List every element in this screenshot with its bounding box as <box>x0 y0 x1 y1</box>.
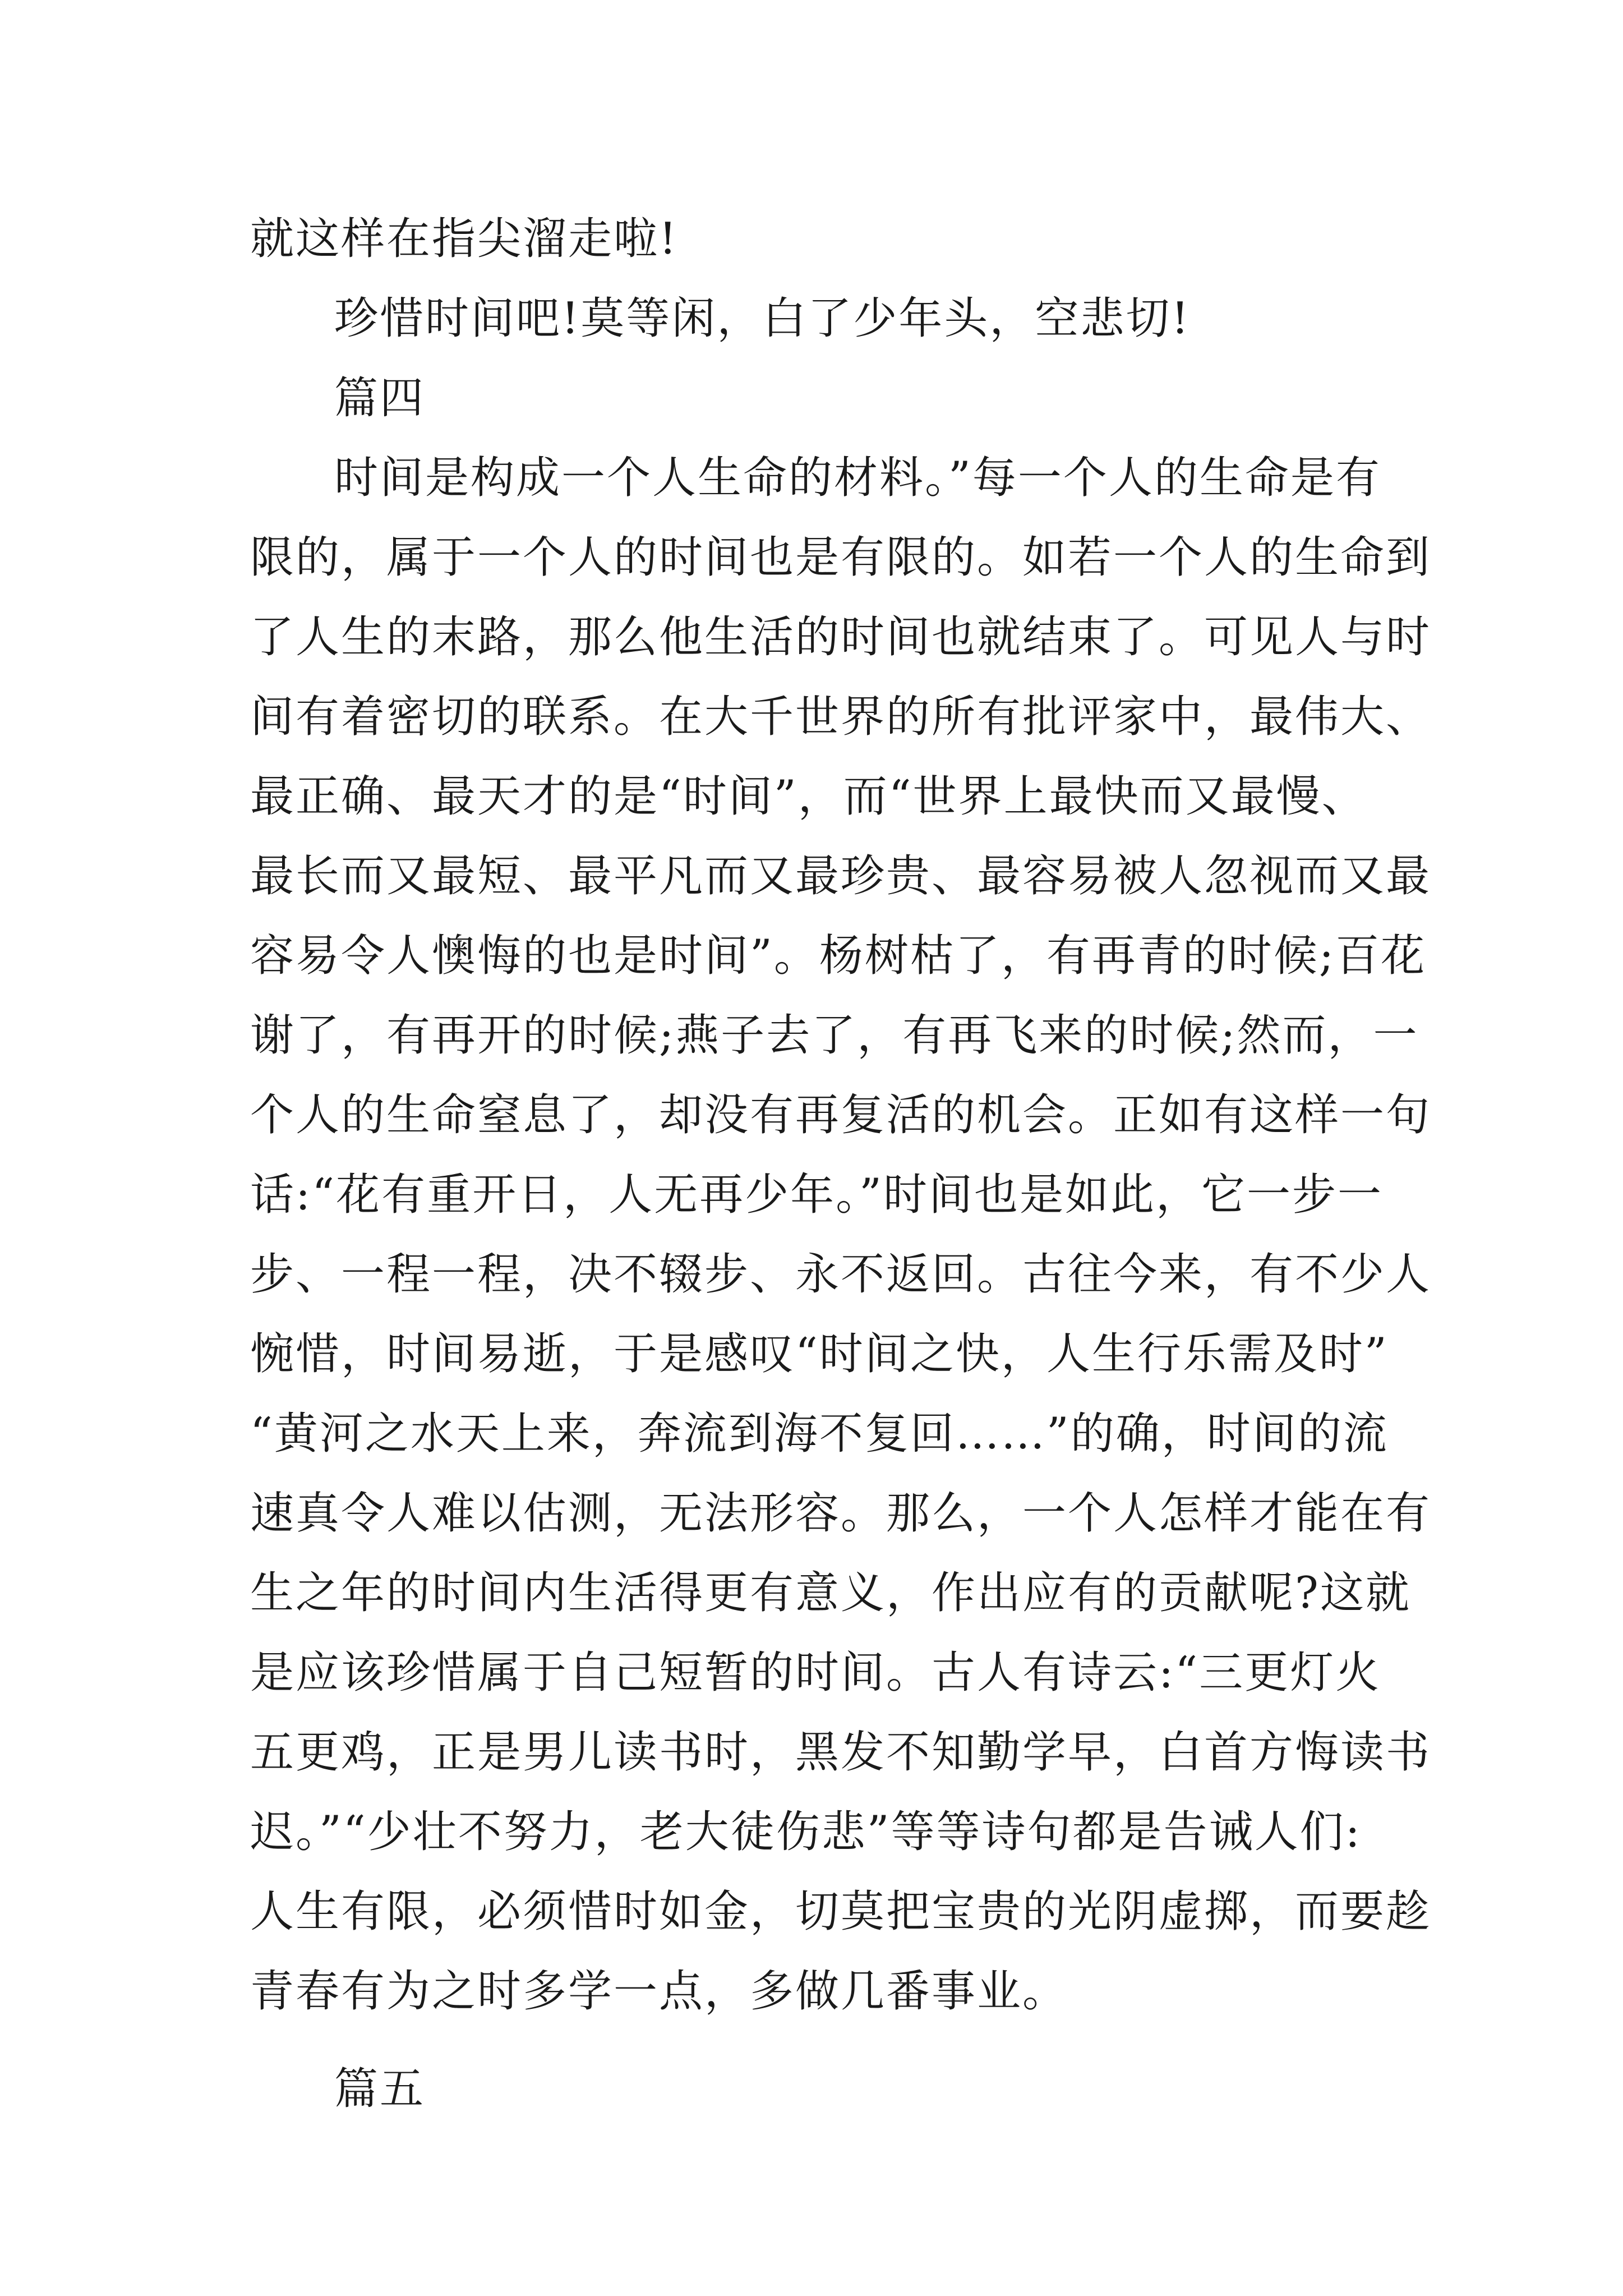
text-line: 青春有为之时多学一点，多做几番事业。 <box>250 1966 1068 2017</box>
text-line: 限的，属于一个人的时间也是有限的。如若一个人的生命到 <box>250 532 1432 583</box>
text-line: 间有着密切的联系。在大千世界的所有批评家中，最伟大、 <box>250 692 1432 742</box>
text-line: 人生有限，必须惜时如金，切莫把宝贵的光阴虚掷，而要趁 <box>250 1887 1432 1937</box>
text-line: 五更鸡，正是男儿读书时，黑发不知勤学早，白首方悔读书 <box>250 1727 1432 1778</box>
text-line: 速真令人难以估测，无法形容。那么，一个人怎样才能在有 <box>250 1488 1432 1539</box>
text-line: 步、一程一程，决不辍步、永不返回。古往今来，有不少人 <box>250 1249 1432 1300</box>
text-line: 是应该珍惜属于自己短暂的时间。古人有诗云:“三更灯火 <box>250 1648 1381 1698</box>
text-line: 惋惜，时间易逝，于是感叹“时间之快，人生行乐需及时” <box>250 1329 1389 1379</box>
text-line: 最正确、最天才的是“时间”，而“世界上最快而又最慢、 <box>250 771 1367 822</box>
text-line: 个人的生命窒息了，却没有再复活的机会。正如有这样一句 <box>250 1090 1432 1140</box>
text-line: 珍惜时间吧!莫等闲，白了少年头，空悲切! <box>334 293 1191 344</box>
document-body <box>250 199 1432 2129</box>
text-line: 谢了，有再开的时候;燕子去了，有再飞来的时候;然而，一 <box>250 1010 1419 1061</box>
text-line: 容易令人懊悔的也是时间”。杨树枯了，有再青的时候;百花 <box>250 931 1427 981</box>
text-line: 了人生的末路，那么他生活的时间也就结束了。可见人与时 <box>250 612 1432 662</box>
text-line: 话:“花有重开日，人无再少年。”时间也是如此，它一步一 <box>250 1170 1384 1220</box>
text-line: 迟。”“少壮不努力，老大徒伤悲”等等诗句都是告诫人们: <box>250 1807 1362 1857</box>
text-line: 生之年的时间内生活得更有意义，作出应有的贡献呢?这就 <box>250 1568 1411 1618</box>
section-heading: 篇五 <box>334 2064 426 2114</box>
text-line: “黄河之水天上来，奔流到海不复回……”的确，时间的流 <box>250 1409 1389 1459</box>
text-line: 最长而又最短、最平凡而又最珍贵、最容易被人忽视而又最 <box>250 851 1432 901</box>
section-heading: 篇四 <box>334 373 426 424</box>
text-line: 就这样在指尖溜走啦! <box>250 214 679 264</box>
text-line: 时间是构成一个人生命的材料。”每一个人的生命是有 <box>334 453 1381 503</box>
